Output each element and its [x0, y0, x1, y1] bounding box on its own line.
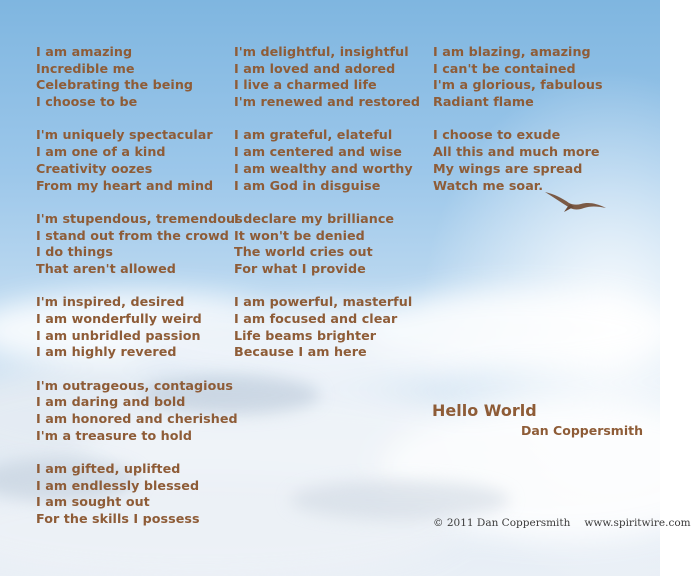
website-link[interactable]: www.spiritwire.com — [584, 517, 691, 529]
poem-line: Because I am here — [234, 344, 367, 360]
poem-column-2 — [234, 44, 420, 378]
poem-line: I am God in disguise — [234, 177, 381, 193]
poem-line: I stand out from the crowd — [36, 227, 229, 243]
stanza — [234, 127, 420, 194]
footer — [433, 517, 691, 529]
poem-title: Hello World — [432, 401, 537, 420]
stanza — [36, 461, 243, 528]
poem-line: That aren't allowed — [36, 260, 176, 276]
poem-line: I am endlessly blessed — [36, 477, 200, 493]
poem-line: From my heart and mind — [36, 177, 214, 193]
poem-line: For what I provide — [234, 260, 366, 276]
poem-line: I am centered and wise — [234, 144, 402, 160]
poem-line: I'm renewed and restored — [234, 94, 420, 110]
poem-line: I am amazing — [36, 44, 133, 59]
poem-line: I am honored and cherished — [36, 411, 238, 427]
poem-line: The world cries out — [234, 244, 373, 260]
poem-line: It won't be denied — [234, 227, 365, 243]
poem-line: I'm outrageous, contagious — [36, 377, 234, 393]
poem-line: Celebrating the being — [36, 77, 194, 93]
poem-line: I choose to be — [36, 94, 138, 110]
poem-line: For the skills I possess — [36, 511, 200, 527]
poem-line: I am highly revered — [36, 344, 177, 360]
stanza — [36, 211, 243, 278]
poem-line: I am grateful, elateful — [234, 127, 393, 143]
author-name: Dan Coppersmith — [521, 423, 643, 438]
poem-line: I am one of a kind — [36, 144, 166, 160]
stanza — [234, 294, 420, 361]
stanza — [433, 127, 603, 194]
stanza — [36, 127, 243, 194]
poem-line: Watch me soar. — [433, 177, 544, 193]
poem-line: I am wealthy and worthy — [234, 160, 413, 176]
poem-line: Life beams brighter — [234, 327, 377, 343]
copyright-notice: © 2011 Dan Coppersmith — [433, 517, 571, 529]
poem-column-1 — [36, 44, 243, 544]
poem-line: I'm stupendous, tremendous — [36, 210, 243, 226]
poem-line: I am focused and clear — [234, 310, 398, 326]
poem-line: I am loved and adored — [234, 60, 396, 76]
poem-line: Creativity oozes — [36, 160, 153, 176]
poem-line: My wings are spread — [433, 160, 583, 176]
poem-line: Incredible me — [36, 60, 135, 76]
poem-line: Radiant flame — [433, 94, 534, 110]
stanza — [234, 211, 420, 278]
poem-line: I live a charmed life — [234, 77, 377, 93]
poem-line: I'm delightful, insightful — [234, 44, 409, 59]
poem-line: I'm a glorious, fabulous — [433, 77, 603, 93]
poem-line: I am powerful, masterful — [234, 294, 413, 310]
poem-line: I'm inspired, desired — [36, 294, 185, 310]
poem-line: All this and much more — [433, 144, 600, 160]
poem-line: I am wonderfully weird — [36, 310, 202, 326]
soaring-bird-icon — [544, 188, 608, 214]
stanza — [433, 44, 603, 111]
poem-line: I am gifted, uplifted — [36, 461, 181, 477]
poem-line: I can't be contained — [433, 60, 576, 76]
stanza — [36, 378, 243, 445]
poem-line: I choose to exude — [433, 127, 561, 143]
poem-line: I am unbridled passion — [36, 327, 201, 343]
poem-line: I'm uniquely spectacular — [36, 127, 213, 143]
stanza — [234, 44, 420, 111]
stanza — [36, 44, 243, 111]
poem-line: I am sought out — [36, 494, 150, 510]
poem-line: I do things — [36, 244, 114, 260]
poem-line: I declare my brilliance — [234, 210, 395, 226]
poem-line: I am blazing, amazing — [433, 44, 591, 59]
poem-line: I am daring and bold — [36, 394, 186, 410]
poem-line: I'm a treasure to hold — [36, 427, 193, 443]
poem-column-3 — [433, 44, 603, 211]
stanza — [36, 294, 243, 361]
